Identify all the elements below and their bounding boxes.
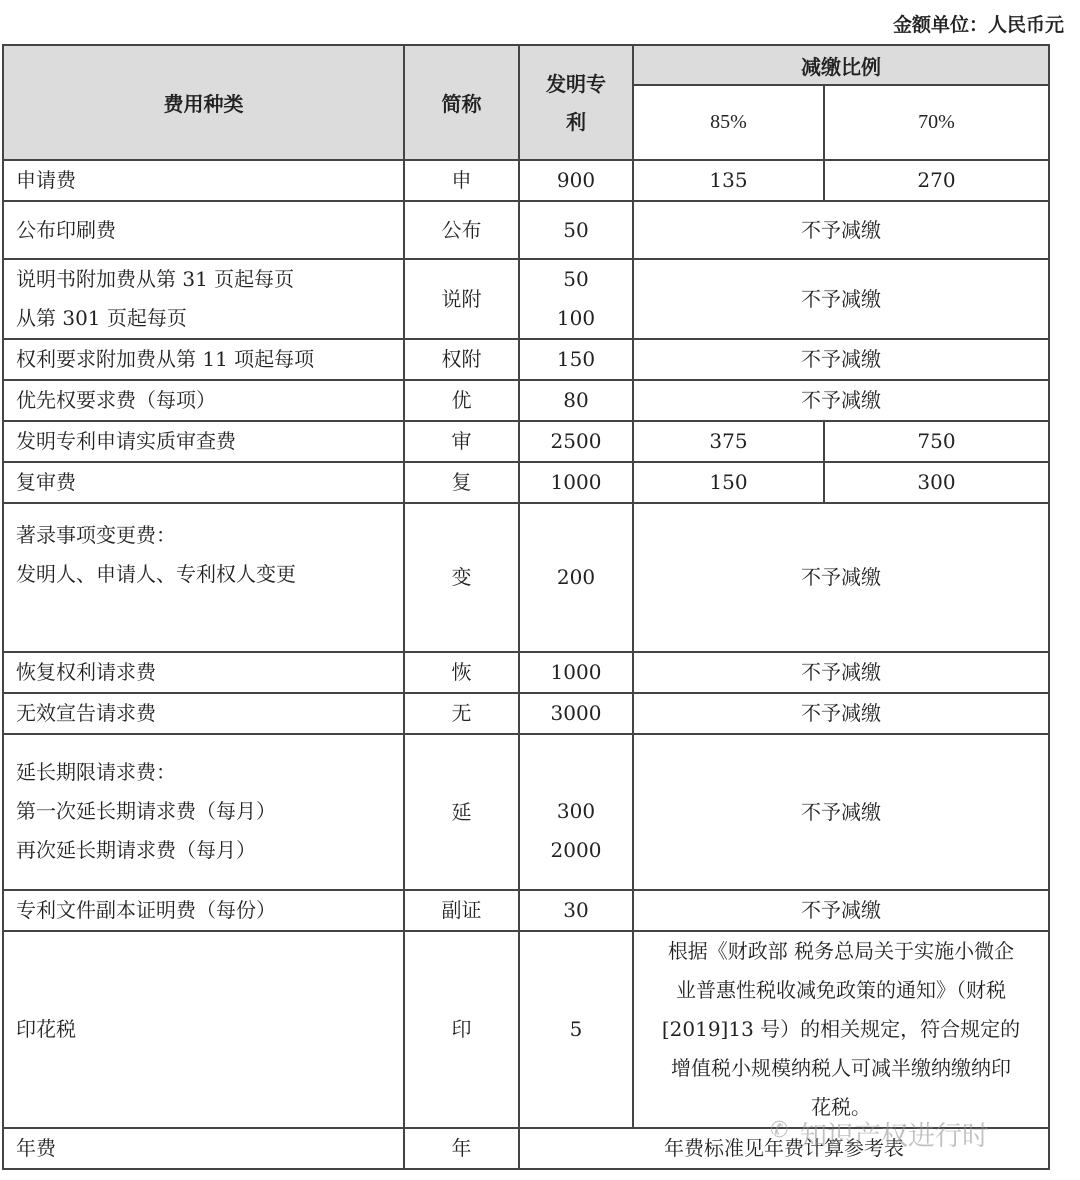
fee-amount: [519, 693, 633, 734]
header-abbr: 简称: [404, 45, 519, 160]
table-row: [3, 380, 1049, 421]
fee-abbr: 说附: [404, 259, 519, 339]
stamp-tax-note-line: 根据《财政部 税务总局关于实施小微企: [667, 939, 1015, 963]
no-reduction: 不予减缴: [633, 652, 1049, 693]
fee-amount-line: 100: [556, 306, 596, 330]
fee-name-line: 优先权要求费（每项）: [16, 388, 216, 412]
table-row: [3, 160, 1049, 201]
table-row: [3, 931, 1049, 1128]
fee-abbr: 副证: [404, 890, 519, 931]
fee-abbr: 复: [404, 462, 519, 503]
fee-name: [3, 931, 404, 1128]
stamp-tax-note-line: 业普惠性税收减免政策的通知》（财税: [676, 978, 1006, 1002]
table-row: [3, 652, 1049, 693]
fee-amount-line: 900: [556, 168, 596, 192]
reduction-70: 750: [824, 421, 1049, 462]
fee-amount: [519, 380, 633, 421]
header-invention-patent: [519, 45, 633, 160]
header-invention-patent-text: 发明专利: [546, 71, 606, 134]
fee-name: [3, 339, 404, 380]
fee-name-line: 第一次延长期请求费（每月）: [16, 799, 276, 823]
fee-name-line: 权利要求附加费从第 11 项起每项: [16, 347, 315, 371]
fee-amount-line: 3000: [550, 701, 602, 725]
patent-fee-table: [2, 44, 1050, 1170]
fee-amount: [519, 462, 633, 503]
fee-name-line: 复审费: [16, 470, 76, 494]
fee-name-line: 从第 301 页起每页: [16, 306, 187, 330]
reduction-85: 150: [633, 462, 824, 503]
fee-name: [3, 1128, 404, 1169]
table-row: [3, 421, 1049, 462]
header-fee-type: 费用种类: [3, 45, 404, 160]
stamp-tax-note-line: [2019]13 号）的相关规定，符合规定的: [661, 1017, 1021, 1041]
fee-name-line: 印花税: [16, 1017, 76, 1041]
fee-name: [3, 160, 404, 201]
fee-abbr: 优: [404, 380, 519, 421]
fee-abbr: 变: [404, 503, 519, 652]
fee-amount: [519, 421, 633, 462]
table-row: [3, 339, 1049, 380]
fee-name: [3, 652, 404, 693]
fee-abbr: 恢: [404, 652, 519, 693]
no-reduction: 不予减缴: [633, 201, 1049, 259]
fee-name-line: 年费: [16, 1136, 56, 1160]
reduction-85: 375: [633, 421, 824, 462]
stamp-tax-note: [633, 931, 1049, 1128]
fee-amount-line: 50: [563, 217, 589, 242]
watermark: 知识产权进行时: [800, 1121, 989, 1152]
fee-amount: [519, 503, 633, 652]
fee-name-line: 公布印刷费: [16, 217, 116, 242]
fee-name: [3, 380, 404, 421]
fee-abbr: 无: [404, 693, 519, 734]
table-row: [3, 734, 1049, 890]
fee-amount-line: 50: [563, 267, 589, 291]
fee-name-line: 恢复权利请求费: [16, 660, 156, 684]
fee-amount: [519, 201, 633, 259]
fee-amount-line: 1000: [550, 470, 602, 494]
fee-amount: [519, 890, 633, 931]
no-reduction: 不予减缴: [633, 693, 1049, 734]
table-row: [3, 693, 1049, 734]
fee-amount: [519, 160, 633, 201]
fee-name: [3, 890, 404, 931]
fee-name-line: 说明书附加费从第 31 页起每页: [16, 267, 295, 291]
table-row: [3, 890, 1049, 931]
no-reduction: 不予减缴: [633, 259, 1049, 339]
fee-amount-line: 80: [563, 388, 589, 412]
fee-name-line: 发明专利申请实质审查费: [16, 429, 236, 453]
fee-abbr: 年: [404, 1128, 519, 1169]
reduction-85: 135: [633, 160, 824, 201]
fee-name: [3, 503, 404, 652]
fee-amount-line: 2500: [550, 429, 602, 453]
annual-fee-note: 年费标准见年费计算参考表: [519, 1128, 1049, 1169]
fee-name-line: 发明人、申请人、专利权人变更: [16, 562, 296, 586]
fee-amount-line: 300: [556, 799, 596, 823]
fee-name-line: 申请费: [16, 168, 76, 192]
currency-unit-label: 金额单位：人民币元: [892, 14, 1064, 36]
fee-amount-line: 200: [556, 565, 596, 589]
fee-name: [3, 462, 404, 503]
no-reduction: 不予减缴: [633, 503, 1049, 652]
header-70: 70%: [824, 85, 1049, 160]
fee-name-line: 无效宣告请求费: [16, 701, 156, 725]
fee-name: [3, 421, 404, 462]
fee-amount: [519, 931, 633, 1128]
fee-abbr: 申: [404, 160, 519, 201]
fee-abbr: 延: [404, 734, 519, 890]
fee-amount: [519, 652, 633, 693]
fee-name-line: 再次延长期请求费（每月）: [16, 838, 256, 862]
reduction-70: 300: [824, 462, 1049, 503]
no-reduction: 不予减缴: [633, 890, 1049, 931]
fee-name-line: 著录事项变更费：: [16, 523, 176, 547]
wechat-icon: ✆: [770, 1118, 789, 1143]
table-row: [3, 462, 1049, 503]
table-row: [3, 259, 1049, 339]
fee-amount-line: 150: [556, 347, 596, 371]
table-row: [3, 201, 1049, 259]
stamp-tax-note-line: 增值税小规模纳税人可减半缴纳缴纳印: [671, 1056, 1011, 1080]
fee-amount: [519, 259, 633, 339]
fee-amount-line: 1000: [550, 660, 602, 684]
fee-name-line: 延长期限请求费：: [16, 760, 176, 784]
fee-name: [3, 201, 404, 259]
no-reduction: 不予减缴: [633, 734, 1049, 890]
reduction-70: 270: [824, 160, 1049, 201]
fee-name: [3, 734, 404, 890]
fee-amount-line: 5: [569, 1017, 583, 1041]
header-reduction: 减缴比例: [633, 45, 1049, 85]
table-row: [3, 503, 1049, 652]
fee-amount-line: 30: [563, 898, 589, 922]
fee-abbr: 公布: [404, 201, 519, 259]
fee-abbr: 审: [404, 421, 519, 462]
fee-abbr: 印: [404, 931, 519, 1128]
fee-amount-line: 2000: [550, 838, 602, 862]
header-85: 85%: [633, 85, 824, 160]
fee-amount: [519, 339, 633, 380]
no-reduction: 不予减缴: [633, 339, 1049, 380]
fee-name-line: 专利文件副本证明费（每份）: [16, 898, 276, 922]
no-reduction: 不予减缴: [633, 380, 1049, 421]
fee-name: [3, 693, 404, 734]
fee-abbr: 权附: [404, 339, 519, 380]
stamp-tax-note-line: 花税。: [811, 1095, 871, 1119]
fee-amount: [519, 734, 633, 890]
fee-name: [3, 259, 404, 339]
